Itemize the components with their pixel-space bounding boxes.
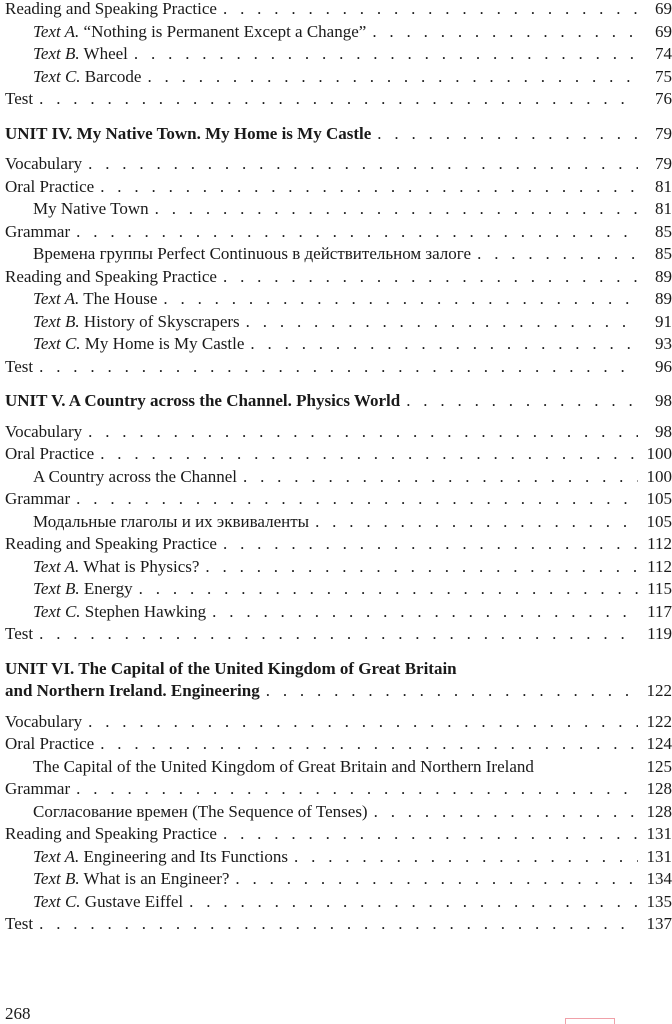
toc-entry	[5, 778, 672, 801]
text-label: Text B.	[33, 44, 80, 63]
page-ref: 134	[646, 869, 672, 888]
toc-entry	[5, 333, 672, 356]
page-ref: 115	[647, 579, 672, 598]
page-ref: 122	[646, 681, 672, 700]
toc-entry	[5, 443, 672, 466]
dot-leader	[76, 778, 638, 801]
toc-entry-title	[5, 823, 217, 846]
entry-text: The House	[83, 289, 158, 308]
toc-entry	[5, 153, 672, 176]
dot-leader	[372, 21, 638, 44]
dot-leader	[88, 153, 638, 176]
toc-entry	[5, 466, 672, 489]
toc-entry-title	[5, 198, 149, 221]
toc-entry	[5, 601, 672, 624]
dot-leader	[377, 123, 638, 146]
dot-leader	[134, 43, 638, 66]
toc-entry	[5, 21, 672, 44]
entry-text: Grammar	[5, 779, 71, 798]
toc-entry-title	[5, 466, 237, 489]
dot-leader	[155, 198, 638, 221]
toc-entry-title	[5, 891, 183, 914]
toc-entry-title	[5, 556, 199, 579]
toc-entry	[5, 421, 672, 444]
dot-leader	[223, 0, 638, 21]
toc-entry-title	[5, 66, 141, 89]
page-ref: 69	[655, 21, 672, 41]
toc-entry	[5, 243, 672, 266]
toc-entry-title	[5, 43, 128, 66]
page-ref: 112	[647, 534, 672, 553]
text-label: Text C.	[33, 334, 81, 353]
toc-entry-title	[5, 21, 366, 44]
toc-entry	[5, 868, 672, 891]
text-label: Text B.	[33, 869, 80, 888]
page-ref: 81	[655, 199, 672, 218]
toc-entry	[5, 756, 672, 779]
entry-text: Времена группы Perfect Continuous в действительном залоге	[33, 244, 472, 263]
dot-leader	[39, 88, 638, 111]
toc-entry	[5, 913, 672, 936]
entry-text: What is Physics?	[83, 556, 200, 576]
dot-leader	[76, 488, 638, 511]
dot-leader	[205, 556, 638, 579]
text-label: Text A.	[33, 556, 80, 576]
page-ref: 128	[646, 801, 672, 821]
entry-text: A Country across the Channel	[33, 466, 237, 486]
page-ref: 76	[655, 89, 672, 108]
entry-text: Engineering and Its Functions	[83, 846, 288, 866]
toc-entry	[5, 556, 672, 579]
entry-text: History of Skyscrapers	[83, 311, 240, 331]
page-ref: 128	[646, 779, 672, 798]
library-stamp-mark	[565, 1018, 615, 1024]
page-ref: 125	[646, 756, 672, 776]
unit-heading	[5, 680, 672, 703]
toc-entry-title	[5, 356, 33, 379]
page-ref: 122	[646, 711, 672, 731]
toc-entry-title	[5, 623, 33, 646]
entry-text: Согласование времен (The Sequence of Tenses)	[33, 801, 368, 821]
entry-text: Barcode	[84, 66, 142, 86]
toc-entry-title	[5, 443, 94, 466]
dot-leader	[374, 801, 638, 824]
page-ref: 105	[646, 489, 672, 508]
toc-entry	[5, 198, 672, 221]
dot-leader	[39, 913, 638, 936]
page-ref: 85	[655, 221, 672, 241]
toc-entry	[5, 801, 672, 824]
entry-text: Test	[5, 356, 34, 376]
entry-text: Vocabulary	[5, 154, 83, 173]
dot-leader	[250, 333, 638, 356]
toc-entry	[5, 266, 672, 289]
toc-entry-title	[5, 533, 217, 556]
text-label: Text B.	[33, 579, 80, 598]
toc-entry-title	[5, 578, 133, 601]
entry-text: The Capital of the United Kingdom of Great Britain and Northern Ireland	[33, 756, 534, 776]
toc-entry	[5, 488, 672, 511]
toc-entry-title	[5, 913, 33, 936]
toc-entry-title	[5, 421, 82, 444]
toc-entry	[5, 43, 672, 66]
entry-text: Energy	[83, 579, 133, 598]
entry-text: “Nothing is Permanent Except a Change”	[83, 21, 367, 41]
page-ref: 89	[655, 266, 672, 286]
dot-leader	[76, 221, 638, 244]
toc-entry-title	[5, 153, 82, 176]
page-ref: 69	[655, 0, 672, 18]
page-ref: 98	[655, 421, 672, 441]
toc-entry-title	[5, 711, 82, 734]
toc-entry	[5, 356, 672, 379]
dot-leader	[212, 601, 638, 624]
page-ref: 105	[646, 511, 672, 531]
entry-text: Stephen Hawking	[84, 601, 207, 621]
toc-entry	[5, 846, 672, 869]
toc-entry	[5, 311, 672, 334]
page-ref: 117	[647, 601, 672, 621]
dot-leader	[294, 846, 638, 869]
entry-text: UNIT IV. My Native Town. My Home is My Castle	[5, 123, 372, 143]
page-ref: 100	[646, 466, 672, 486]
entry-text: Gustave Eiffel	[84, 891, 184, 911]
page-ref: 93	[655, 334, 672, 353]
toc-entry-title	[5, 390, 400, 413]
entry-text: Vocabulary	[5, 711, 83, 731]
page-ref: 119	[647, 624, 672, 643]
toc-entry	[5, 221, 672, 244]
entry-text: Oral Practice	[5, 734, 95, 753]
toc-entry-title	[5, 123, 371, 146]
page-ref: 124	[646, 734, 672, 753]
entry-text: Wheel	[83, 44, 128, 63]
page-ref: 81	[655, 176, 672, 196]
page-ref: 131	[646, 846, 672, 866]
toc-entry-title	[5, 680, 260, 703]
text-label: Text B.	[33, 311, 80, 331]
toc-entry-title	[5, 266, 217, 289]
page-ref: 131	[646, 824, 672, 843]
entry-text: What is an Engineer?	[83, 869, 230, 888]
entry-text: Reading and Speaking Practice	[5, 534, 217, 553]
page-ref: 91	[655, 311, 672, 331]
page-ref: 79	[655, 154, 672, 173]
text-label: Text C.	[33, 891, 81, 911]
toc-entry-title	[5, 488, 70, 511]
dot-leader	[100, 733, 638, 756]
dot-leader	[189, 891, 638, 914]
dot-leader	[243, 466, 638, 489]
toc-entry-title	[5, 333, 244, 356]
toc-entry-title	[5, 756, 534, 779]
page-ref: 135	[646, 891, 672, 911]
entry-text: Grammar	[5, 221, 71, 241]
toc-entry-title	[5, 868, 229, 891]
toc-entry	[5, 823, 672, 846]
page-ref: 112	[647, 556, 672, 576]
toc-entry-title	[5, 801, 368, 824]
dot-leader	[315, 511, 638, 534]
entry-text: Grammar	[5, 489, 71, 508]
toc-entry	[5, 288, 672, 311]
page-ref: 137	[646, 914, 672, 933]
toc-entry-title	[5, 221, 70, 244]
dot-leader	[406, 390, 638, 413]
dot-leader	[223, 823, 638, 846]
toc-entry-title	[5, 0, 217, 21]
dot-leader	[147, 66, 638, 89]
dot-leader	[223, 266, 638, 289]
toc-entry-title	[5, 243, 471, 266]
entry-text: Oral Practice	[5, 444, 95, 463]
entry-text: My Native Town	[33, 199, 149, 218]
page-ref: 75	[655, 66, 672, 86]
text-label: Text A.	[33, 289, 80, 308]
page-ref: 79	[655, 123, 672, 143]
entry-text: and Northern Ireland. Engineering	[5, 681, 260, 700]
dot-leader	[88, 421, 638, 444]
entry-text: Reading and Speaking Practice	[5, 266, 217, 286]
entry-text: Oral Practice	[5, 176, 95, 196]
page-number: 268	[5, 1004, 31, 1023]
toc-entry-title	[5, 846, 288, 869]
dot-leader	[223, 533, 638, 556]
toc-entry	[5, 88, 672, 111]
unit-heading	[5, 123, 672, 146]
dot-leader	[100, 443, 638, 466]
toc-entry-title	[5, 88, 33, 111]
dot-leader	[477, 243, 638, 266]
toc-entry	[5, 511, 672, 534]
page-ref: 98	[655, 391, 672, 410]
page-ref: 85	[655, 244, 672, 263]
toc-entry	[5, 66, 672, 89]
page-ref: 96	[655, 356, 672, 376]
dot-leader	[88, 711, 638, 734]
unit-heading-line: UNIT VI. The Capital of the United Kingdom of Great Britain	[5, 658, 457, 678]
dot-leader	[39, 623, 638, 646]
toc-entry-title	[5, 511, 309, 534]
toc-entry	[5, 733, 672, 756]
dot-leader	[235, 868, 638, 891]
toc-entry-title	[5, 601, 206, 624]
dot-leader	[100, 176, 638, 199]
toc-entry	[5, 533, 672, 556]
unit-heading	[5, 390, 672, 413]
toc-entry-title	[5, 733, 94, 756]
entry-text: Модальные глаголы и их эквиваленты	[33, 511, 310, 531]
entry-text: Test	[5, 89, 34, 108]
entry-text: Test	[5, 914, 34, 933]
page-ref: 100	[646, 444, 672, 463]
entry-text: UNIT V. A Country across the Channel. Physics World	[5, 391, 401, 410]
toc-entry	[5, 578, 672, 601]
entry-text: My Home is My Castle	[84, 334, 245, 353]
toc-entry-title	[5, 176, 94, 199]
entry-text: Reading and Speaking Practice	[5, 824, 217, 843]
toc-entry	[5, 711, 672, 734]
toc-entry-title	[5, 311, 240, 334]
toc-entry	[5, 0, 672, 21]
dot-leader	[139, 578, 638, 601]
dot-leader	[266, 680, 638, 703]
table-of-contents	[5, 0, 672, 936]
toc-entry	[5, 891, 672, 914]
entry-text: Reading and Speaking Practice	[5, 0, 217, 18]
page-ref: 89	[655, 289, 672, 308]
toc-entry	[5, 176, 672, 199]
dot-leader	[39, 356, 638, 379]
page-ref: 74	[655, 44, 672, 63]
toc-entry	[5, 623, 672, 646]
dot-leader	[246, 311, 638, 334]
text-label: Text C.	[33, 601, 81, 621]
text-label: Text A.	[33, 846, 80, 866]
text-label: Text C.	[33, 66, 81, 86]
text-label: Text A.	[33, 21, 80, 41]
dot-leader	[163, 288, 638, 311]
entry-text: Test	[5, 624, 34, 643]
toc-entry-title	[5, 778, 70, 801]
toc-entry-title	[5, 288, 157, 311]
entry-text: Vocabulary	[5, 421, 83, 441]
